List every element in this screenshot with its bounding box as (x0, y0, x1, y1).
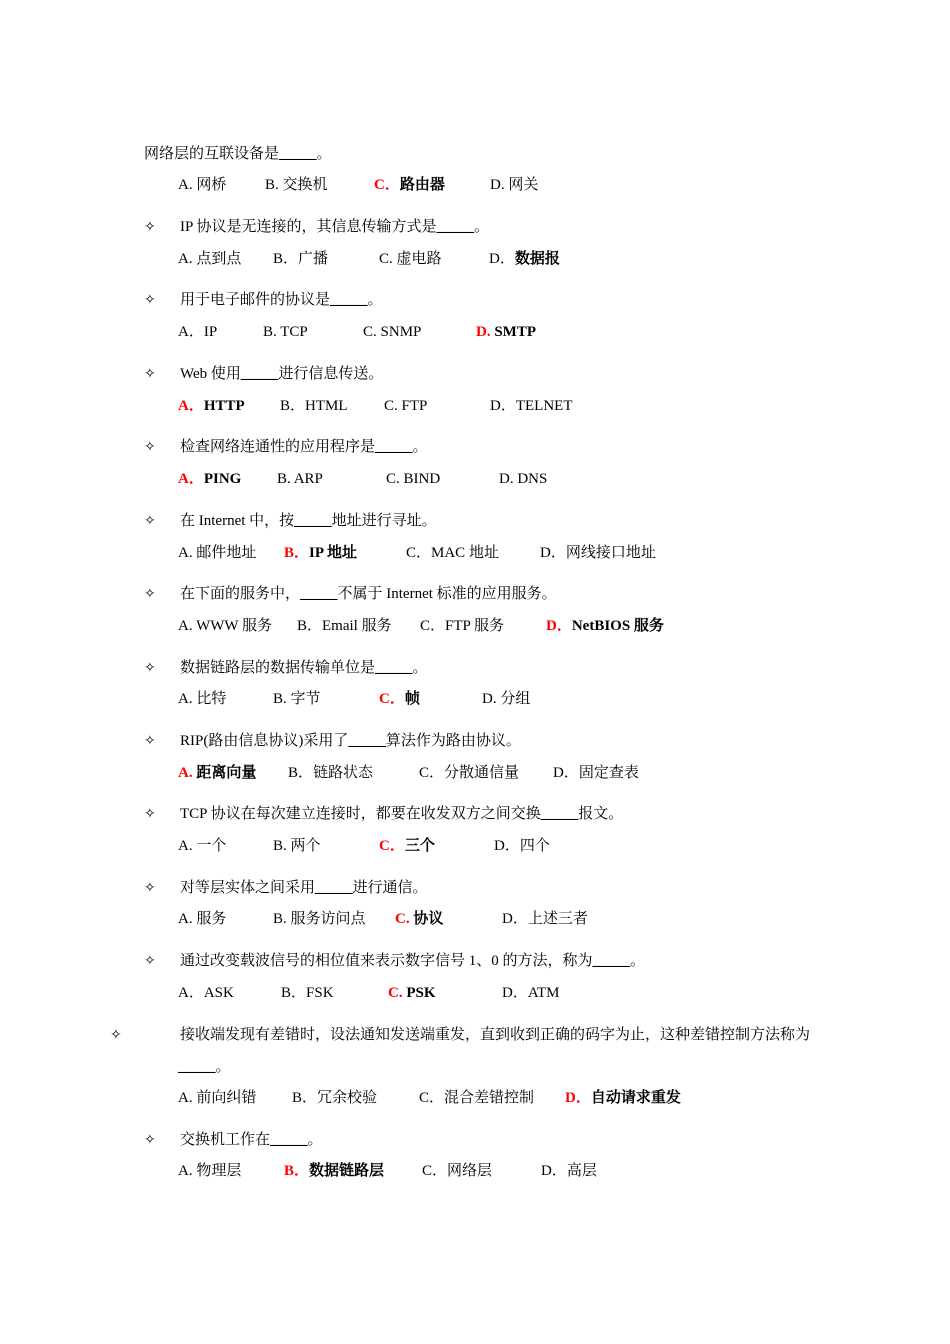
option-letter: D． (494, 838, 520, 854)
option-a (178, 613, 272, 639)
diamond-bullet-icon: ✧ (144, 513, 156, 529)
options-row (178, 980, 898, 1006)
option-text: 高层 (566, 1163, 597, 1179)
option-letter: B． (297, 618, 323, 634)
stem-text: TCP 协议在每次建立连接时，都要在收发双方之间交换 (180, 806, 541, 822)
option-text: 自动请求重发 (590, 1090, 681, 1106)
option-b (297, 613, 392, 639)
option-d (546, 613, 664, 639)
option-letter: B． (273, 251, 299, 267)
stem-text: 用于电子邮件的协议是 (180, 292, 331, 308)
option-letter: D. (476, 324, 495, 340)
option-letter: D． (489, 251, 515, 267)
option-letter: D. (482, 691, 501, 707)
question-stem (144, 138, 824, 170)
option-text: 上述三者 (527, 911, 588, 927)
option-c (395, 906, 443, 932)
option-text: FTP 服务 (445, 618, 505, 634)
option-text: 交换机 (282, 177, 328, 193)
option-text: WWW 服务 (196, 618, 273, 634)
option-text: DNS (517, 471, 548, 487)
answer-blank: _____ (279, 146, 317, 162)
option-letter: C． (419, 765, 445, 781)
option-c (422, 1158, 492, 1184)
option-letter: A. (178, 1163, 197, 1179)
question-stem (144, 725, 824, 757)
option-letter: C. (363, 324, 381, 340)
option-letter: A． (178, 324, 204, 340)
options-row (178, 686, 898, 712)
option-letter: C． (406, 545, 432, 561)
option-text: 分组 (500, 691, 531, 707)
option-a (178, 1085, 256, 1111)
options-row (178, 906, 898, 932)
stem-text-end: 。 (412, 660, 428, 676)
option-text: 物理层 (196, 1163, 242, 1179)
option-letter: A. (178, 838, 197, 854)
stem-text: IP 协议是无连接的，其信息传输方式是 (180, 219, 437, 235)
stem-text-end: 地址进行寻址。 (331, 513, 437, 529)
option-letter: C． (379, 691, 405, 707)
option-letter: A． (178, 398, 204, 414)
question-stem (144, 505, 824, 537)
option-b (265, 172, 328, 198)
diamond-bullet-icon: ✧ (144, 733, 156, 749)
answer-blank: _____ (375, 439, 413, 455)
option-letter: D. (499, 471, 518, 487)
option-letter: A. (178, 618, 197, 634)
answer-blank: _____ (315, 880, 353, 896)
option-letter: D． (490, 398, 516, 414)
option-d (553, 760, 639, 786)
option-letter: B． (288, 765, 314, 781)
diamond-bullet-icon: ✧ (144, 953, 156, 969)
option-d (490, 172, 538, 198)
stem-text: 交换机工作在 (180, 1132, 271, 1148)
option-a (178, 246, 241, 272)
options-row (178, 1085, 898, 1111)
option-letter: A. (178, 1090, 197, 1106)
option-c (419, 1085, 534, 1111)
stem-text-end: 。 (630, 953, 646, 969)
stem-text-end: 。 (474, 219, 490, 235)
option-text: SMTP (494, 324, 537, 340)
option-letter: A. (178, 251, 197, 267)
diamond-bullet-icon: ✧ (144, 366, 156, 382)
stem-text-end: 不属于 Internet 标准的应用服务。 (337, 586, 557, 602)
option-letter: C． (379, 838, 405, 854)
option-text: 前向纠错 (196, 1090, 257, 1106)
option-letter: D． (565, 1090, 591, 1106)
option-text: 混合差错控制 (444, 1090, 535, 1106)
stem-text-end: 报文。 (578, 806, 624, 822)
option-text: HTTP (203, 398, 245, 414)
option-a (178, 172, 226, 198)
diamond-bullet-icon: ✧ (144, 586, 156, 602)
option-d (499, 466, 547, 492)
option-letter: B． (284, 545, 310, 561)
option-text: 服务 (196, 911, 227, 927)
option-letter: C． (374, 177, 400, 193)
option-letter: C. (379, 251, 397, 267)
option-letter: C. (388, 985, 407, 1001)
diamond-bullet-icon: ✧ (110, 1027, 122, 1043)
option-text: Email 服务 (322, 618, 392, 634)
option-text: ARP (293, 471, 323, 487)
question-stem (144, 211, 824, 243)
options-row (178, 393, 898, 419)
answer-blank: _____ (240, 366, 279, 382)
option-a (178, 319, 217, 345)
stem-text-end: 进行信息传送。 (278, 366, 384, 382)
diamond-bullet-icon: ✧ (144, 806, 156, 822)
stem-text-end: 进行通信。 (352, 880, 428, 896)
option-text: 点到点 (196, 251, 242, 267)
option-d (565, 1085, 681, 1111)
option-b (273, 833, 321, 859)
options-row (178, 760, 898, 786)
option-letter: D． (502, 985, 528, 1001)
option-text: 网络层 (447, 1163, 493, 1179)
option-text: 服务访问点 (290, 911, 366, 927)
stem-text: 接收端发现有差错时，设法通知发送端重发，直到收到正确的码字为止，这种差错控制方法称为 (180, 1027, 811, 1043)
option-letter: B. (265, 177, 283, 193)
diamond-bullet-icon: ✧ (144, 880, 156, 896)
option-b (284, 1158, 384, 1184)
option-letter: D． (540, 545, 566, 561)
option-text: MAC 地址 (431, 545, 499, 561)
option-text: ATM (527, 985, 560, 1001)
options-row (178, 613, 898, 639)
option-letter: A． (178, 471, 204, 487)
option-letter: A. (178, 691, 197, 707)
options-row (178, 466, 898, 492)
option-text: HTML (305, 398, 348, 414)
option-d (490, 393, 573, 419)
stem-text: 检查网络连通性的应用程序是 (180, 439, 376, 455)
option-text: 分散通信量 (444, 765, 520, 781)
stem-text-end: 。 (215, 1059, 231, 1075)
option-text: 网关 (508, 177, 539, 193)
option-text: ASK (203, 985, 234, 1001)
option-letter: D． (541, 1163, 567, 1179)
option-text: 路由器 (399, 177, 445, 193)
option-letter: A. (178, 765, 197, 781)
question-stem (144, 872, 824, 904)
stem-text-end: 。 (367, 292, 383, 308)
option-c (379, 686, 420, 712)
question-stem (144, 798, 824, 830)
option-b (277, 466, 323, 492)
option-letter: D． (502, 911, 528, 927)
option-c (406, 540, 499, 566)
option-text: IP (203, 324, 218, 340)
option-d (482, 686, 530, 712)
options-row (178, 833, 898, 859)
option-letter: A. (178, 911, 197, 927)
option-b (281, 980, 334, 1006)
option-text: 距离向量 (196, 765, 257, 781)
option-a (178, 540, 256, 566)
option-text: TCP (280, 324, 308, 340)
option-d (541, 1158, 597, 1184)
option-b (273, 906, 366, 932)
option-d (489, 246, 560, 272)
option-letter: A. (178, 177, 197, 193)
option-letter: B． (292, 1090, 318, 1106)
answer-blank: _____ (330, 292, 368, 308)
option-a (178, 980, 234, 1006)
option-text: 比特 (196, 691, 227, 707)
diamond-bullet-icon: ✧ (144, 292, 156, 308)
option-letter: C. (395, 911, 414, 927)
answer-blank: _____ (300, 586, 338, 602)
stem-text: 通过改变载波信号的相位值来表示数字信号 1、0 的方法，称为 (180, 953, 593, 969)
option-text: 邮件地址 (196, 545, 257, 561)
question-stem (144, 652, 824, 684)
question-stem (110, 1019, 811, 1083)
option-text: TELNET (515, 398, 573, 414)
option-c (384, 393, 427, 419)
option-c (379, 246, 442, 272)
option-text: 固定查表 (578, 765, 639, 781)
option-letter: B． (281, 985, 307, 1001)
option-text: 两个 (290, 838, 321, 854)
option-letter: B. (263, 324, 281, 340)
option-text: FSK (306, 985, 334, 1001)
option-c (374, 172, 445, 198)
answer-blank: _____ (592, 953, 631, 969)
option-text: 链路状态 (313, 765, 374, 781)
options-row (178, 246, 898, 272)
option-letter: C. (384, 398, 402, 414)
option-text: 一个 (196, 838, 227, 854)
stem-text: Web 使用 (180, 366, 241, 382)
diamond-bullet-icon: ✧ (144, 660, 156, 676)
option-text: 字节 (290, 691, 321, 707)
option-letter: C． (420, 618, 446, 634)
question-stem (144, 358, 824, 390)
option-text: 四个 (519, 838, 550, 854)
option-c (419, 760, 519, 786)
stem-text-end: 。 (307, 1132, 323, 1148)
option-text: IP 地址 (309, 545, 357, 561)
answer-blank: _____ (540, 806, 579, 822)
stem-text: 数据链路层的数据传输单位是 (180, 660, 376, 676)
question-stem (144, 284, 824, 316)
option-b (263, 319, 308, 345)
diamond-bullet-icon: ✧ (144, 439, 156, 455)
option-b (284, 540, 357, 566)
options-row (178, 319, 898, 345)
option-text: 帧 (404, 691, 420, 707)
option-letter: A. (178, 545, 197, 561)
options-row (178, 540, 898, 566)
diamond-bullet-icon: ✧ (144, 1132, 156, 1148)
option-a (178, 1158, 241, 1184)
option-text: SNMP (380, 324, 422, 340)
option-text: 网线接口地址 (565, 545, 656, 561)
option-letter: A． (178, 985, 204, 1001)
answer-blank: _____ (348, 733, 386, 749)
option-c (386, 466, 440, 492)
option-d (502, 980, 560, 1006)
option-letter: B． (280, 398, 306, 414)
option-b (280, 393, 348, 419)
answer-blank: _____ (375, 660, 413, 676)
option-b (292, 1085, 377, 1111)
answer-blank: _____ (436, 219, 475, 235)
stem-text: 网络层的互联设备是 (144, 146, 280, 162)
option-a (178, 466, 241, 492)
option-text: 协议 (413, 911, 444, 927)
option-text: 广播 (298, 251, 329, 267)
option-text: 网桥 (196, 177, 227, 193)
option-text: 数据报 (514, 251, 560, 267)
stem-text-end: 。 (412, 439, 428, 455)
question-stem (144, 431, 824, 463)
question-stem (144, 578, 824, 610)
option-a (178, 833, 226, 859)
stem-text-end: 。 (316, 146, 332, 162)
option-a (178, 760, 256, 786)
option-b (288, 760, 373, 786)
option-letter: D． (546, 618, 572, 634)
options-row (178, 172, 898, 198)
option-text: 数据链路层 (309, 1163, 385, 1179)
option-b (273, 246, 328, 272)
answer-blank: _____ (178, 1059, 216, 1075)
options-row (178, 1158, 898, 1184)
stem-text: RIP(路由信息协议)采用了 (180, 733, 349, 749)
option-text: 三个 (404, 838, 435, 854)
option-b (273, 686, 321, 712)
option-letter: B. (273, 691, 291, 707)
option-a (178, 393, 245, 419)
answer-blank: _____ (270, 1132, 308, 1148)
option-text: 虚电路 (396, 251, 442, 267)
option-letter: C. (386, 471, 404, 487)
option-letter: D． (553, 765, 579, 781)
option-c (420, 613, 504, 639)
option-d (540, 540, 656, 566)
option-d (476, 319, 536, 345)
option-letter: B. (273, 911, 291, 927)
stem-text: 在下面的服务中， (180, 586, 301, 602)
option-letter: B. (273, 838, 291, 854)
option-a (178, 686, 226, 712)
question-stem (144, 1124, 824, 1156)
question-stem (144, 945, 824, 977)
option-text: 冗余校验 (317, 1090, 378, 1106)
option-a (178, 906, 226, 932)
option-text: BIND (403, 471, 441, 487)
option-c (363, 319, 421, 345)
diamond-bullet-icon: ✧ (144, 219, 156, 235)
option-text: PING (203, 471, 242, 487)
stem-text: 对等层实体之间采用 (180, 880, 316, 896)
option-text: NetBIOS 服务 (571, 618, 664, 634)
stem-text: 在 Internet 中，按 (180, 513, 295, 529)
option-letter: C． (419, 1090, 445, 1106)
option-c (388, 980, 436, 1006)
option-c (379, 833, 435, 859)
option-letter: D. (490, 177, 509, 193)
option-d (502, 906, 588, 932)
option-letter: B． (284, 1163, 310, 1179)
option-letter: B. (277, 471, 294, 487)
option-letter: C． (422, 1163, 448, 1179)
option-text: PSK (406, 985, 436, 1001)
answer-blank: _____ (294, 513, 332, 529)
stem-text-end: 算法作为路由协议。 (385, 733, 521, 749)
option-d (494, 833, 550, 859)
option-text: FTP (401, 398, 428, 414)
